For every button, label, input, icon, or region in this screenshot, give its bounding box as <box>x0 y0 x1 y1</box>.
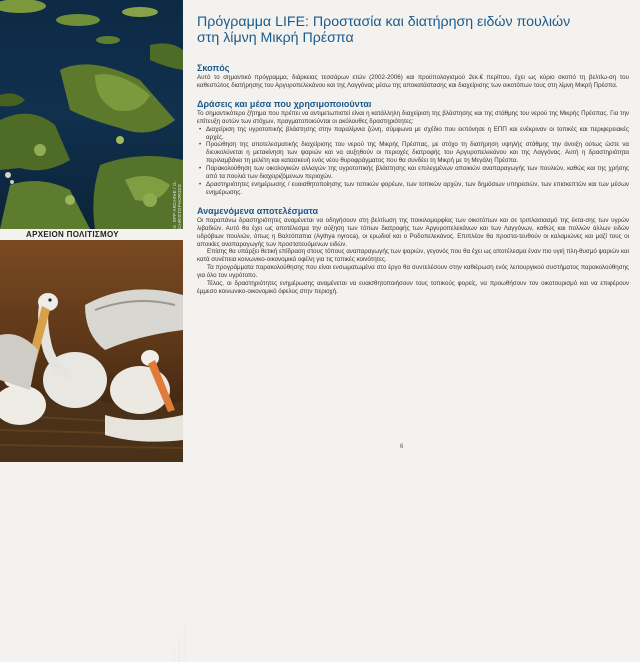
actions-heading: Δράσεις και μέσα που χρησιμοποιούνται <box>197 98 372 109</box>
archive-label: ΑΡΧΕΙΟΝ ΠΟΛΙΤΙΣΜΟΥ <box>26 230 119 239</box>
results-paragraph-2: Επίσης θα υπάρξει θετική επίδραση στους τόπους αναπαραγωγής των ψαριών, γεγονός που θα έχει ως αποτέλεσμα έναν πιο υγιή πλη-θυσμό ψαριών και κατά συνέπεια κοινωνικο-οικονομικά οφέλη για τις τοπικές κοινότητες. <box>197 248 629 264</box>
article-content <box>197 14 629 296</box>
actions-bullet: • Δραστηριότητες ενημέρωσης / ευαισθητοποίησης των τοπικών φορέων, των τοπικών αρχών, των δημόσιων υπηρεσιών, των επισκεπτών και των μέσων ενημέρωσης. <box>206 181 629 197</box>
aerial-lake-illustration <box>0 0 183 229</box>
results-heading: Αναμενόμενα αποτελέσματα <box>197 205 319 216</box>
actions-intro: Το σημαντικότερο ζήτημα που πρέπει να αντιμετωπιστεί είναι η κατάλληλη διαχείριση της βλάστησης και της στάθμης του νερού της Μικρής Πρέσπας. Για την επίτευξη αυτών των στόχων, πραγματοποιούνται οι ακόλουθες δραστηριότητες: <box>197 109 629 125</box>
actions-bullet: • Διαχείριση της υγροτοπικής βλάστησης στην παραλίμνια ζώνη, σύμφωνα με σχέδιο που εκπόνησε η ΕΠΠ και ενέκριναν οι τοπικές και περιφερειακές αρχές. <box>206 126 629 142</box>
pelicans-photo <box>0 240 187 662</box>
left-photo-column <box>0 0 187 662</box>
scope-heading: Σκοπός <box>197 63 230 73</box>
pelicans-illustration <box>0 240 183 462</box>
aerial-lake-photo <box>0 0 183 229</box>
results-paragraph-3: Τα προγράμματα παρακολούθησης που είναι ενσωματωμένα στο έργο θα συντελέσουν στην καθιέρωση ενός λειτουργικού συστήματος παρακολούθησης για όλο τον υγρότοπο. <box>197 264 629 280</box>
actions-bullet: • Προώθηση της αποτελεσματικής διαχείρισης του νερού της Μικρής Πρέσπας, με στόχο τη διατήρηση υψηλής στάθμης την άνοιξη ούτως ώστε να διευκολύνεται η μετακίνηση των ψαριών και να αυξηθούν οι περιοχές διατροφής του Αργυροπελεκάνου και της Λαγγόνας. Αυτή η δραστηριότητα περιλαμβάνει τη μελέτη και κατασκευή ενός νέου θυροφράγματος που θα συνδέει τη Μικρή με τη Μεγάλη Πρέσπα. <box>206 141 629 165</box>
page-number: 6 <box>400 444 404 450</box>
scope-text: Αυτό το σημαντικό πρόγραμμα, διάρκειας τεσσάρων ετών (2002-2006) και προϋπολογισμού 2εκ.€ περίπου, έχει ως κύριο σκοπό τη βελτίω-ση του καθεστώτος διατήρησης του Αργυροπελεκάνου και της Λαγγόνας μέσω της αποκατάστασης και διαχείρισης των οικοτόπων τους στη λίμνη Μικρή Πρέσπα. <box>197 74 629 89</box>
results-paragraph-1: Οι παραπάνω δραστηριότητες αναμένεται να οδηγήσουν στη βελτίωση της ποικιλομορφίας των οικοτόπων και σε τριπλασιασμό της έκτα-σης των υγρών λιβαδιών. Αυτό θα έχει ως αποτέλεσμα την αύξηση των τόπων διατροφής των Αργυροπελεκάνων και των Λαγγόνων, καθώς και πολλών άλλων ειδών υδρόβιων πουλιών, όπως η Βαλτόπαπια (Aythya nyroca), οι ερωδιοί και ο Ροδοπελεκάνος. Επιπλέον θα προστα-τευθούν οι καλαμιώνες και μαζί τους οι αποικίες αναπαραγωγής των προστατευόμενων ειδών. <box>197 216 629 248</box>
results-paragraph-4: Τέλος, οι δραστηριότητες ενημέρωσης αναμένεται να ευαισθητοποιήσουν τους τοπικούς φορείς, να προωθήσουν τον οικοτουρισμό και να επιφέρουν έμμεσο κοινωνικο-οικονομικό όφελος στην περιοχή. <box>197 280 629 295</box>
photo-credit-top: © SPP ARCHIVE / G. CHRISTOPHORIDIS <box>172 180 182 229</box>
page-title-line-2: στη λίμνη Μικρή Πρέσπα <box>197 30 354 46</box>
actions-list <box>197 126 629 197</box>
page-title <box>197 14 629 46</box>
page-title-line-1: Πρόγραμμα LIFE: Προστασία και διατήρηση ειδών πουλιών <box>197 14 571 30</box>
photo-credit-bottom: © SPP ARCHIVE / G. CATSADORAKIS <box>172 625 187 662</box>
actions-bullet: • Παρακολούθηση των οικολογικών αλλαγών της υγροτοπικής βλάστησης και επιλεγμένων αποικιών αναπαραγωγής των πουλιών, καθώς και της χρήσης από τα πουλιά των διαχειριζόμενων περιοχών. <box>206 165 629 181</box>
